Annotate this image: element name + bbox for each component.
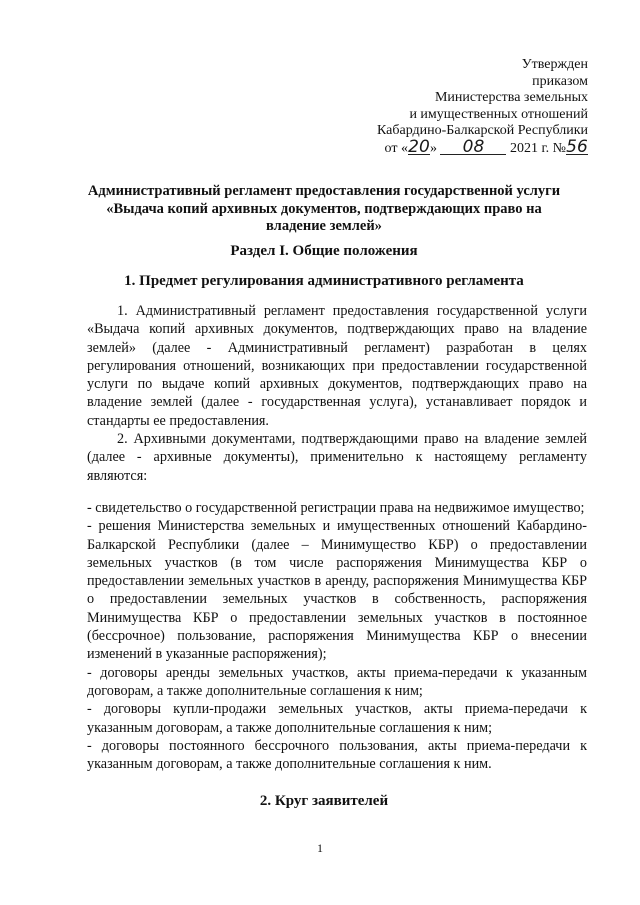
section-2-heading: 2. Круг заявителей bbox=[259, 793, 389, 809]
approval-block bbox=[377, 57, 588, 158]
date-month: 08 bbox=[440, 140, 506, 155]
body-text bbox=[87, 302, 587, 773]
section-1-heading: Раздел I. Общие положения bbox=[230, 243, 418, 259]
paragraph-1: 1. Административный регламент предоставления государственной услуги «Выдача копий архивных документов, подтверждающих право на владение землей» (далее - Административный регламент) разработан в целях регулирования отношений, возникающих при предоставлении государственной услуги по выдаче копий архивных документов, подтверждающих право на владение землей (далее - государственная услуга), устанавливает порядок и стандарты ее предоставления. bbox=[87, 303, 587, 429]
approval-date-line bbox=[377, 136, 588, 158]
list-item: - договоры постоянного бессрочного пользования, акты приема-передачи к указанным договорам, а также дополнительные соглашения к ним. bbox=[87, 737, 587, 773]
approval-line: и имущественных отношений bbox=[409, 106, 588, 122]
spacer bbox=[87, 485, 587, 499]
date-quote: » bbox=[429, 140, 437, 156]
document-title: Административный регламент предоставления государственной услуги «Выдача копий архивных документов, подтверждающих право на владение землей» bbox=[87, 183, 561, 234]
date-year: 2021 г. № bbox=[509, 140, 566, 156]
approval-line: Утвержден bbox=[521, 57, 588, 72]
approval-line: Министерства земельных bbox=[434, 90, 588, 106]
list-item: - договоры купли-продажи земельных участков, акты приема-передачи к указанным договорам, а также дополнительные соглашения к ним; bbox=[87, 701, 587, 736]
date-day: 20 bbox=[408, 136, 430, 157]
order-number: 56 bbox=[566, 136, 588, 157]
subsection-1-heading: 1. Предмет регулирования административного регламента bbox=[124, 273, 524, 289]
approval-line: приказом bbox=[532, 73, 588, 89]
page-number: 1 bbox=[317, 841, 323, 855]
paragraph-2: 2. Архивными документами, подтверждающими право на владение землей (далее - архивные документы), применительно к настоящему регламенту являются: bbox=[87, 431, 587, 484]
list-item: - свидетельство о государственной регистрации права на недвижимое имущество; bbox=[87, 499, 585, 516]
date-prefix: от « bbox=[384, 140, 408, 156]
list-item: - договоры аренды земельных участков, акты приема-передачи к указанным договорам, а также дополнительные соглашения к ним; bbox=[87, 664, 587, 699]
approval-line: Кабардино-Балкарской Республики bbox=[377, 123, 588, 139]
list-item: - решения Министерства земельных и имущественных отношений Кабардино-Балкарской Республики (далее – Минимущество КБР) о предоставлении земельных участков (в том числе распоряжения Минимущества КБР о предоставлении земельных участков в аренду, распоряжения Минимущества КБР о предоставлении земельных участков в собственность, распоряжения Минимущества КБР о предоставлении земельных участков в постоянное (бессрочное) пользование, распоряжения Минимущества КБР о внесении изменений в указанные распоряжения); bbox=[87, 518, 587, 663]
